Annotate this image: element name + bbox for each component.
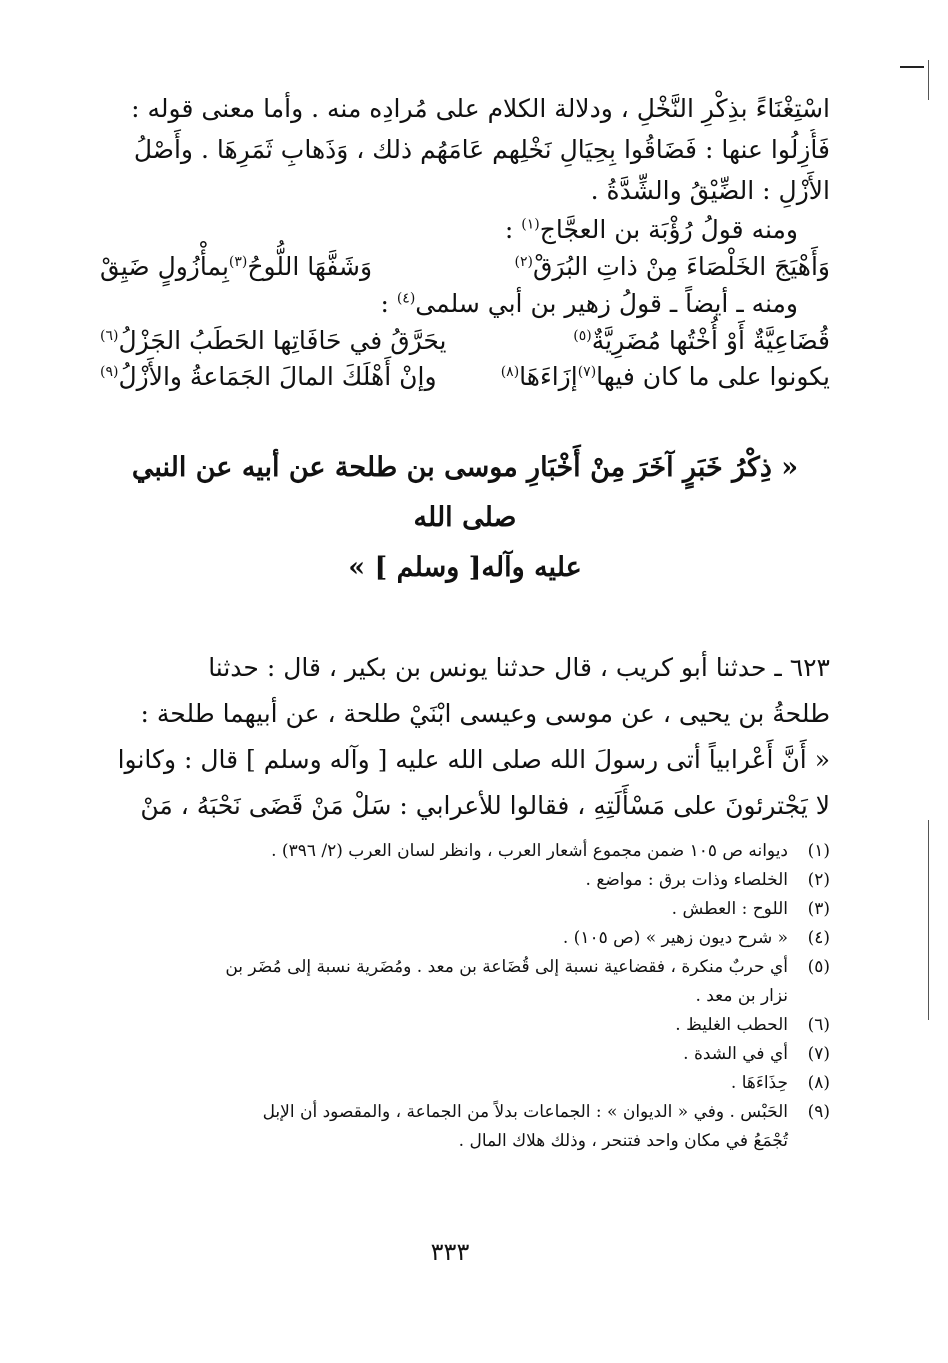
verse-hemistich-left: وإنْ أَهْلَكَ المالَ الجَمَاعةُ والأَزْلُ(٩) — [100, 359, 437, 395]
verse-text: يكونوا على ما كان فيها — [596, 362, 830, 391]
intro-colon: : — [380, 289, 397, 318]
verse-line — [100, 359, 830, 395]
prose-line: اسْتِغْنَاءً بذِكْرِ النَّخْلِ ، ودلالة الكلام على مُرادِه منه . وأما معنى قوله : — [131, 94, 830, 123]
verse-intro-zuhair — [100, 285, 830, 323]
page-number: ٣٣٣ — [430, 1238, 470, 1266]
hadith-line: لا يَجْترئونَ على مَسْأَلَتِهِ ، فقالوا للأعرابي : سَلْ مَنْ قَضَى نَحْبَهُ ، مَنْ — [140, 791, 830, 820]
footnote-text — [100, 1098, 788, 1156]
hadith-line: ٦٢٣ ـ حدثنا أبو كريب ، قال حدثنا يونس بن بكير ، قال : حدثنا — [208, 653, 830, 682]
verse-text: قُضَاعِيَّةٌ أَوْ أُخْتُها مُضَرِيَّةٌ — [591, 326, 830, 355]
footnote-text — [100, 837, 788, 866]
verse-text: وَشَفَّهَا اللُّوحُ — [247, 252, 373, 281]
footnote-number: (٢) — [807, 870, 830, 890]
intro-text: ومنه قولُ رُؤْبَة بن العجَّاج — [539, 215, 798, 244]
footnote-number: (٤) — [807, 928, 830, 948]
footnote-text — [100, 924, 788, 953]
footnote-text — [100, 866, 788, 895]
footnote-line: أي في الشدة . — [683, 1044, 788, 1064]
verse-text: بِمأْزُولٍ ضَيِقْ — [100, 252, 229, 281]
verse-line — [100, 249, 830, 285]
footnote-line: تُجْمَعُ في مكان واحد فتنحر ، وذلك هلاك المال . — [458, 1131, 788, 1151]
footnote-number: (٧) — [807, 1044, 830, 1064]
page-content — [100, 88, 830, 1156]
edge-mark-middle — [928, 820, 929, 1020]
footnote-line: حِذَاءَهَا . — [730, 1073, 788, 1093]
verse-text: يحَرَّقُ في حَافَاتِها الحَطَبُ الجَزْلُ — [118, 326, 447, 355]
verse-hemistich-left: وَشَفَّهَا اللُّوحُ(٣)بِمأْزُولٍ ضَيِقْ — [100, 249, 372, 285]
heading-line: « ذِكْرُ خَبَرٍ آخَرَ مِنْ أَخْبَارِ موسى بن طلحة عن أبيه عن النبي صلى الله — [131, 452, 799, 533]
footnote — [100, 1011, 830, 1040]
footnote-line: أي حربٌ منكرة ، فقضاعية نسبة إلى قُضَاعة بن معد . ومُضَرية نسبة إلى مُضَر بن — [225, 957, 788, 977]
prose-line: الأَزْلِ : الضِّيْقُ والشِّدَّةُ . — [590, 176, 830, 205]
intro-text: ومنه ـ أيضاً ـ قولُ زهير بن أبي سلمى — [415, 289, 798, 318]
verse-hemistich-right: يكونوا على ما كان فيها(٧)إزَاءَهَا(٨) — [501, 359, 830, 395]
hadith-line: « أَنَّ أَعْرابياً أتى رسولَ الله صلى الله عليه [ وآله وسلم ] قال : وكانوا — [117, 745, 830, 774]
footnote-number: (٣) — [807, 899, 830, 919]
verse-hemistich-right: قُضَاعِيَّةٌ أَوْ أُخْتُها مُضَرِيَّةٌ(٥) — [573, 323, 830, 359]
footnote-ref[interactable]: (١) — [521, 216, 540, 233]
header-rule — [900, 66, 924, 68]
footnote-line: اللوح : العطش . — [671, 899, 788, 919]
verse-text: إزَاءَهَا — [519, 362, 578, 391]
verse-hemistich-left: يحَرَّقُ في حَافَاتِها الحَطَبُ الجَزْلُ(٦) — [100, 323, 446, 359]
intro-colon: : — [504, 215, 522, 244]
footnote — [100, 924, 830, 953]
footnote — [100, 1040, 830, 1069]
footnote-number: (١) — [807, 841, 830, 861]
edge-mark-top — [928, 60, 929, 100]
footnote-text — [100, 1011, 788, 1040]
footnote-line: الحطب الغليظ . — [675, 1015, 788, 1035]
footnote — [100, 953, 830, 1011]
verse-text: وإنْ أَهْلَكَ المالَ الجَمَاعةُ والأَزْلُ — [118, 362, 437, 391]
footnote-line: الخلصاء وذات برق : مواضع . — [585, 870, 788, 890]
prose-line: فَأُزِلُوا عنها : فَضَاقُوا بِحِيَالِ نَخْلِهم عَامَهُم ذلك ، وَذَهابِ ثَمَرِهَا . وأَصْلُ — [133, 135, 830, 164]
footnote-number: (٩) — [807, 1102, 830, 1122]
verse-text: وَأَهْيَجَ الخَلْصَاءَ مِنْ ذاتِ البُرَقْ — [532, 252, 830, 281]
footnote-ref[interactable]: (٤) — [396, 290, 416, 307]
footnote — [100, 837, 830, 866]
footnote — [100, 1069, 830, 1098]
footnote-text — [100, 895, 788, 924]
footnote-number: (٥) — [807, 957, 830, 977]
footnote-text — [100, 953, 788, 1011]
verse-line — [100, 323, 830, 359]
footnote-line: ديوانه ص ١٠٥ ضمن مجموع أشعار العرب ، وانظر لسان العرب (٢/ ٣٩٦) . — [271, 841, 788, 861]
footnote-number: (٨) — [807, 1073, 830, 1093]
verse-hemistich-right: وَأَهْيَجَ الخَلْصَاءَ مِنْ ذاتِ البُرَقْ(٢) — [514, 249, 830, 285]
footnote-line: « شرح ديون زهير » (ص ١٠٥) . — [562, 928, 788, 948]
hadith-block — [100, 645, 830, 829]
footnote-number: (٦) — [807, 1015, 830, 1035]
footnote — [100, 895, 830, 924]
footnote-line: نزار بن معد . — [695, 986, 788, 1006]
footnote — [100, 1098, 830, 1156]
verse-intro-ruba — [100, 211, 830, 249]
footnotes — [100, 837, 830, 1156]
footnote-text — [100, 1069, 788, 1098]
footnote-line: الحَبْس . وفي « الديوان » : الجماعات بدلاً من الجماعة ، والمقصود أن الإبل — [262, 1102, 788, 1122]
footnote-text — [100, 1040, 788, 1069]
heading-line: عليه وآله[ وسلم ] » — [348, 552, 582, 583]
hadith-line: طلحةُ بن يحيى ، عن موسى وعيسى ابْنَيْ طلحة ، عن أبيهما طلحة : — [140, 699, 830, 728]
footnote — [100, 866, 830, 895]
section-heading — [100, 443, 830, 593]
